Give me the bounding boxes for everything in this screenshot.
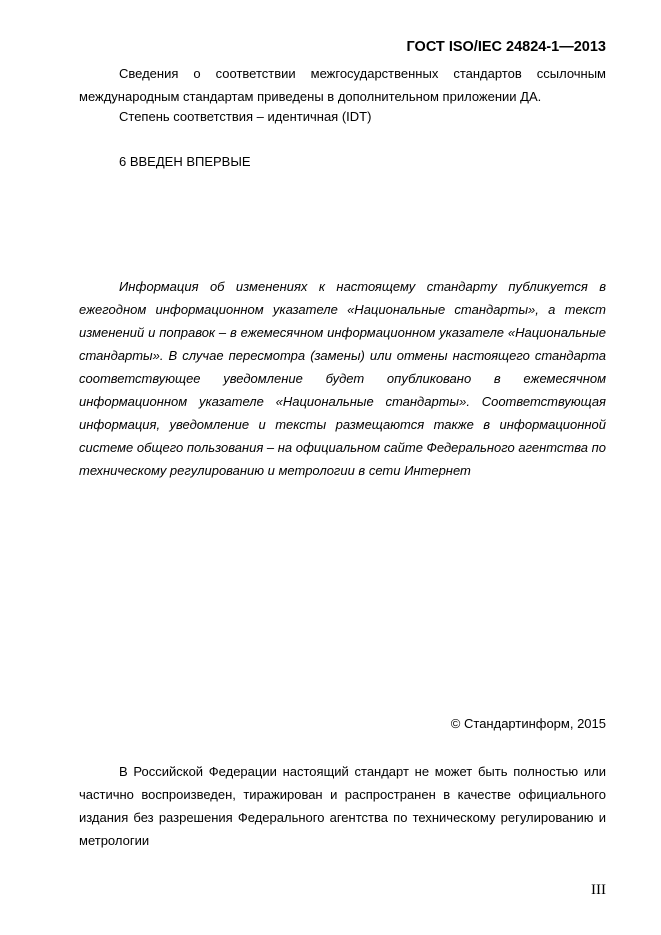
compliance-degree-line: Степень соответствия – идентичная (IDT) — [119, 109, 372, 124]
introduction-block — [79, 153, 606, 170]
page-number: III — [591, 882, 606, 898]
compliance-degree-block — [79, 108, 606, 125]
standard-code-header: ГОСТ ISO/IEC 24824-1—2013 — [406, 39, 606, 55]
compliance-info-paragraph: Сведения о соответствии межгосударственных стандартов ссылочным международным стандартам приведены в дополнительном приложении ДА. — [79, 66, 606, 104]
introduction-line: 6 ВВЕДЕН ВПЕРВЫЕ — [119, 154, 251, 169]
rights-notice-block — [79, 760, 606, 852]
copyright-line — [451, 716, 606, 731]
compliance-info-block — [79, 62, 606, 108]
change-notice-block — [79, 275, 606, 482]
copyright-text: © Стандартинформ, 2015 — [451, 716, 606, 731]
change-notice-paragraph: Информация об изменениях к настоящему стандарту публикуется в ежегодном информационном указателе «Национальные стандарты», а текст изменений и поправок – в ежемесячном информационном указателе «Национальные стандарты». В случае пересмотра (замены) или отмены настоящего стандарта соответствующее уведомление будет опубликовано в ежемесячном информационном указателе «Национальные стандарты». Соответствующая информация, уведомление и тексты размещаются также в информационной системе общего пользования – на официальном сайте Федерального агентства по техническому регулированию и метрологии в сети Интернет — [79, 279, 606, 478]
rights-notice-paragraph: В Российской Федерации настоящий стандарт не может быть полностью или частично воспроизведен, тиражирован и распространен в качестве официального издания без разрешения Федерального агентства по техническому регулированию и метрологии — [79, 764, 606, 848]
